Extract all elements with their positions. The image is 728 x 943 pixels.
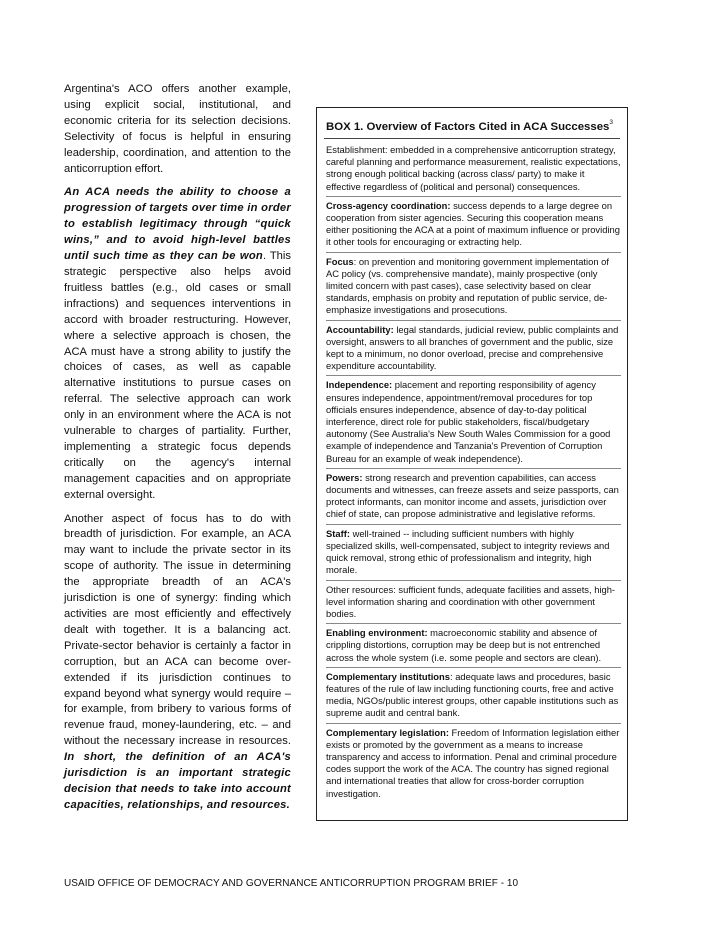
paragraph-2: An ACA needs the ability to choose a progression of targets over time in order to establish legitimacy through “quick wins,” and to avoid high-level battles until such time as they can be won. This strategic perspective also helps avoid fruitless battles (e.g., old cases or small infractions) and sequences interventions in accord with broader restructuring. However, where a selective approach is chosen, the ACA must have a strong ability to justify the choices of cases, as well as capable alternative institutions to pursue cases on referral. The selective approach can work only in an environment where the ACA is not vulnerable to charges of partiality. Further, implementing a strategic focus depends critically on the agency's internal management capacities and on appropriate external oversight.	[64, 186, 291, 501]
box-entry-legislation: Complementary legislation: Freedom of Information legislation either exists or promoted by the government as a means to increase transparency and access to information. Penal and criminal procedure codes support the work of the ACA. The country has signed regional and international treaties that allow for cross-border corruption investigation.	[326, 726, 620, 799]
factors-box	[316, 107, 628, 821]
box-entry-institutions: Complementary institutions: adequate laws and procedures, basic features of the rule of law including functioning courts, free and active media, NGOs/public interest groups, other capable institutions such as supreme audit and central bank.	[326, 668, 621, 724]
box-title-divider	[324, 138, 620, 139]
box-entry-coordination: Cross-agency coordination: success depends to a large degree on cooperation from sister agencies. Securing this cooperation means either positioning the ACA at a point of maximum influence or providing it other tools for encouraging or extracting help.	[326, 197, 621, 253]
box-entry-environment: Enabling environment: macroeconomic stability and absence of crippling distortions, corruption may be deep but is not entrenched across the whole system (i.e. some people and sectors are clean).	[326, 624, 621, 668]
box-entries	[326, 141, 621, 803]
box-entry-focus: Focus: on prevention and monitoring government implementation of AC policy (vs. comprehensive mandate), mainly prospective (only limited concern with past cases), case selectivity based on clear standards, emphasis on probity and reputation of public service, de-emphasize investigations and prosecutions.	[326, 253, 621, 321]
box-entry-staff: Staff: well-trained -- including sufficient numbers with highly specialized skills, well-compensated, subject to integrity reviews and quick removal, strong ethic of professionalism and integrity, high morale.	[326, 525, 621, 581]
paragraph-3: Another aspect of focus has to do with breadth of jurisdiction. For example, an ACA may want to include the private sector in its scope of authority. The issue in determining the appropriate breadth of an ACA's jurisdiction is one of synergy: finding which activities are most efficiently and effectively dealt with together. It is a balancing act. Private-sector behavior is certainly a factor in corruption, but an ACA can become over-extended if its jurisdiction continues to expand beyond what synergy would require – for example, from bribery to various forms of revenue fraud, money-laundering, etc. – and without the necessary increase in resources. In short, the definition of an ACA's jurisdiction is an important strategic decision that needs to take into account capacities, relationships, and resources.	[64, 512, 291, 811]
paragraph-3-emphasis: In short, the definition of an ACA's jurisdiction is an important strategic decision that needs to take into account capacities, relationships, and resources.	[64, 751, 291, 811]
box-entry-establishment: Establishment: embedded in a comprehensive anticorruption strategy, careful planning and performance measurement, realistic expectations, strong enough political backing (across class/ party) to make it effective regardless of (political and personal) consequences.	[326, 141, 621, 197]
box-entry-independence: Independence: placement and reporting responsibility of agency ensures independence, appointment/removal procedures for top officials ensures independence, absence of day-to-day political interference, direct role for public stakeholders, fiscal/budgetary autonomy (See Australia's New South Wales Commission for a good example of independence and Tanzania's Prevention of Corruption Bureau for an example of weak independence).	[326, 376, 621, 468]
box-entry-accountability: Accountability: legal standards, judicial review, public complaints and oversight, answers to all branches of government and the public, size kept to a minimum, no donor overload, precise and comprehensive expenditure accountability.	[326, 321, 621, 377]
paragraph-1: Argentina's ACO offers another example, using explicit social, institutional, and economic criteria for its selection decisions. Selectivity of focus is helpful in ensuring leadership, coordination, and attention to the anticorruption effort.	[64, 83, 291, 175]
left-column	[64, 82, 291, 822]
box-entry-powers: Powers: strong research and prevention capabilities, can access documents and witnesses, can freeze assets and seize passports, can protect informants, can monitor income and assets, jurisdiction over chief of state, can propose administrative and legislative reforms.	[326, 469, 621, 525]
box-entry-resources: Other resources: sufficient funds, adequate facilities and assets, high-level information sharing and coordination with other government bodies.	[326, 581, 621, 625]
box-title: BOX 1. Overview of Factors Cited in ACA Successes$^3$	[326, 119, 614, 133]
paragraph-2-emphasis: An ACA needs the ability to choose a progression of targets over time in order to establish legitimacy through “quick wins,” and to avoid high-level battles until such time as they can be won	[64, 186, 291, 263]
footnote-marker: 3	[609, 119, 614, 126]
page-footer: USAID OFFICE OF DEMOCRACY AND GOVERNANCE ANTICORRUPTION PROGRAM BRIEF - 10	[64, 878, 519, 889]
